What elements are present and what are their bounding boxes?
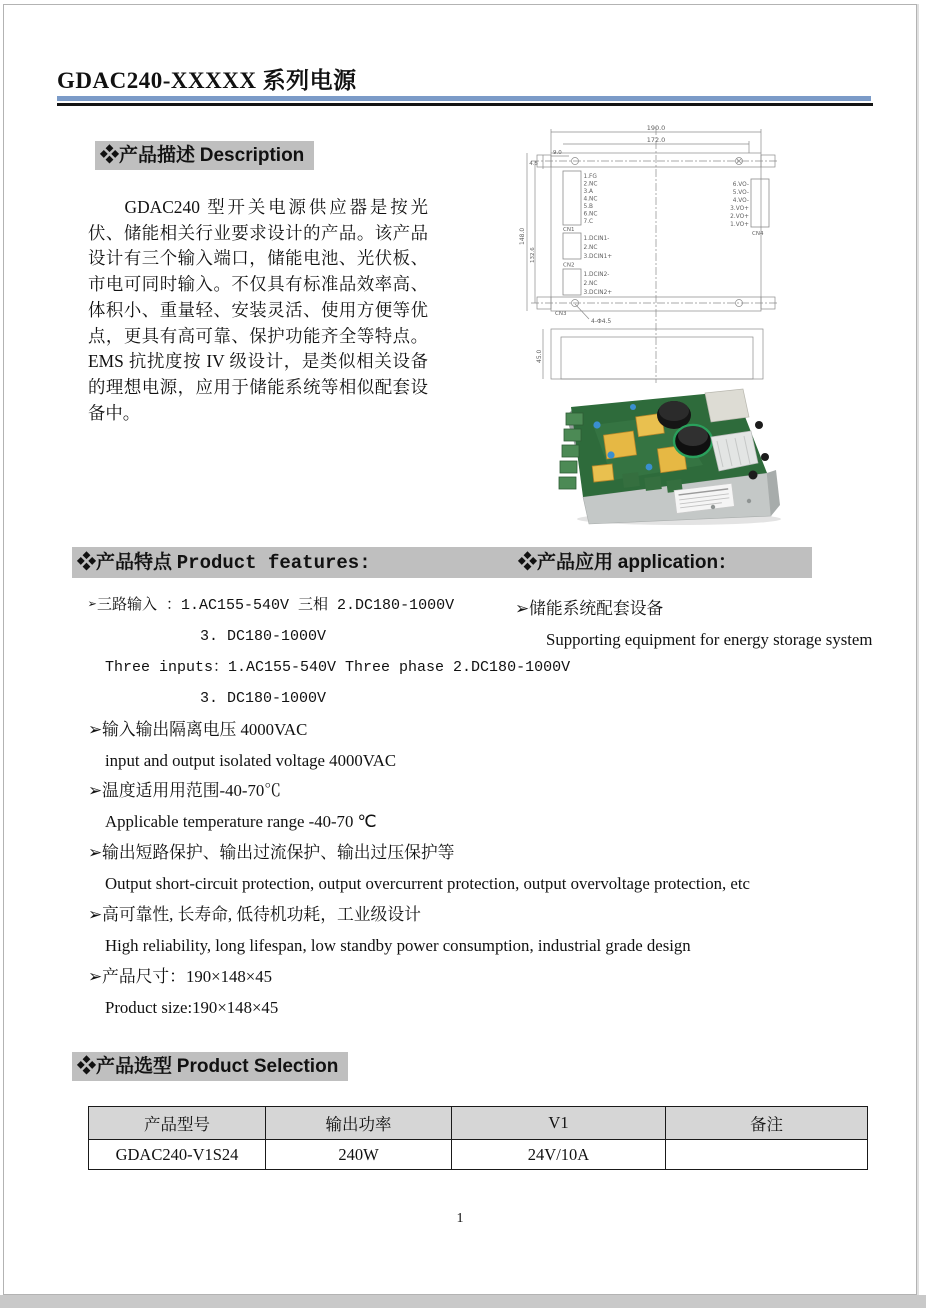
cn1-pin: 3.A <box>583 189 593 195</box>
dim-mounting-holes: 4-Φ4.5 <box>591 318 612 325</box>
selection-heading-en: Product Selection <box>176 1056 339 1077</box>
pcb-photo-illustration <box>559 389 781 525</box>
dim-height: 45.0 <box>536 349 543 363</box>
feature-line: ➢高可靠性, 长寿命, 低待机功耗，工业级设计 <box>88 905 421 925</box>
cell-v1: 24V/10A <box>452 1140 666 1170</box>
application-line: ➢储能系统配套设备 <box>515 599 664 618</box>
feature-line: Three inputs：1.AC155-540V Three phase 2.DC180-1000V <box>105 658 571 676</box>
cn2-pin: 3.DCIN1+ <box>583 254 613 260</box>
application-heading-zh: ❖产品应用 <box>518 552 614 573</box>
cn1-pin: 1.FG <box>583 174 597 180</box>
feature-line: Output short-circuit protection, output overcurrent protection, output overvoltage protection, etc <box>105 874 750 894</box>
cn2-pin: 1.DCIN1- <box>583 236 610 242</box>
cn1-pin: 2.NC <box>583 181 598 188</box>
description-paragraph: GDAC240 型开关电源供应器是按光伏、储能相关行业要求设计的产品。该产品设计有三个输入端口，储能电池、光伏板、市电可同时输入。不仅具有标准品效率高、体积小、重量轻、安装灵活、使用方便等优点，更具有高可靠、保护功能齐全等特点。EMS 抗扰度按 IV 级设计，是类似相关设备的理想电源，应用于储能系统等相似配套设备中。 <box>88 197 428 423</box>
cn4-pin: 2.VO+ <box>730 214 749 220</box>
cell-power: 240W <box>266 1140 452 1170</box>
dim-overall-width: 190.0 <box>646 124 666 132</box>
dim-edge-offset: 9.0 <box>553 150 562 156</box>
features-list <box>88 591 898 1024</box>
feature-line: ➢输入输出隔离电压 4000VAC <box>88 719 308 739</box>
cn1-label: CN1 <box>563 227 575 233</box>
feature-line: 3. DC180-1000V <box>200 689 327 707</box>
description-heading-zh: ❖产品描述 <box>100 145 196 166</box>
application-line: Supporting equipment for energy storage system <box>546 630 873 649</box>
title-rule-black <box>57 103 873 106</box>
cn1-pin: 4.NC <box>583 196 598 203</box>
cell-remark <box>666 1140 868 1170</box>
feature-line: ➢三路输入 ：1.AC155-540V 三相 2.DC180-1000V <box>88 597 455 614</box>
cn4-label: CN4 <box>752 231 764 237</box>
cn4-pin: 6.VO- <box>732 182 749 188</box>
cn1-pin: 7.C <box>583 219 594 225</box>
cn4-pin: 5.VO- <box>732 190 749 196</box>
cn2-label: CN2 <box>563 262 575 269</box>
cn4-pin: 1.VO+ <box>730 222 749 228</box>
cn3-label: CN3 <box>555 311 567 317</box>
section-heading-selection <box>72 1052 348 1081</box>
dim-hole-span-width: 172.0 <box>646 136 666 144</box>
feature-line: ➢温度适用用范围-40-70℃ <box>88 781 282 801</box>
cn1-pin: 6.NC <box>583 211 598 218</box>
cell-model: GDAC240-V1S24 <box>89 1140 266 1170</box>
page-title: GDAC240-XXXXX 系列电源 <box>57 68 357 93</box>
features-heading-en: Product features: <box>176 552 371 574</box>
cn4-pin: 4.VO- <box>732 198 749 204</box>
application-heading-en: application： <box>617 552 738 573</box>
feature-line: ➢输出短路保护、输出过流保护、输出过压保护等 <box>88 843 455 863</box>
col-header-power: 输出功率 <box>266 1107 452 1140</box>
cn4-pin: 3.VO+ <box>730 206 749 212</box>
document-page <box>3 4 917 1295</box>
page-number: 1 <box>456 1211 464 1226</box>
section-heading-application <box>518 547 737 578</box>
front-view-outline <box>527 129 775 379</box>
description-heading-en: Description <box>199 145 305 166</box>
selection-heading-zh: ❖产品选型 <box>77 1056 173 1077</box>
feature-line: High reliability, long lifespan, low standby power consumption, industrial grade design <box>105 935 691 955</box>
cn2-pin: 2.NC <box>583 245 598 251</box>
features-heading-zh: ❖产品特点 <box>77 552 173 573</box>
col-header-remark: 备注 <box>666 1107 868 1140</box>
cn3-pin: 2.NC <box>583 281 598 287</box>
cn3-pin: 1.DCIN2- <box>583 272 610 278</box>
col-header-model: 产品型号 <box>89 1107 266 1140</box>
title-rule-blue <box>57 96 871 101</box>
dimension-drawing <box>513 123 793 385</box>
centerlines <box>531 127 777 383</box>
feature-line: Applicable temperature range -40-70 ℃ <box>105 812 377 832</box>
section-heading-bar <box>72 547 812 578</box>
cn3-pin: 3.DCIN2+ <box>583 290 613 296</box>
product-selection-table <box>88 1106 868 1170</box>
table-header-row <box>89 1107 868 1140</box>
product-photo <box>553 385 801 527</box>
feature-line: Product size:190×148×45 <box>105 997 279 1017</box>
feature-line: input and output isolated voltage 4000VAC <box>105 750 397 770</box>
dim-flange: 4.5 <box>529 161 538 167</box>
section-heading-description <box>95 141 314 170</box>
section-heading-features <box>77 547 371 579</box>
dim-overall-depth: 148.0 <box>519 227 526 245</box>
table-row <box>89 1140 868 1170</box>
feature-line: 3. DC180-1000V <box>200 627 327 645</box>
feature-line: ➢产品尺寸：190×148×45 <box>88 966 273 986</box>
dim-hole-span-depth: 132.6 <box>530 247 536 263</box>
col-header-v1: V1 <box>452 1107 666 1140</box>
page-bottom-shadow <box>0 1295 926 1308</box>
cn1-pin: 5.B <box>583 204 594 210</box>
application-list <box>515 593 895 655</box>
